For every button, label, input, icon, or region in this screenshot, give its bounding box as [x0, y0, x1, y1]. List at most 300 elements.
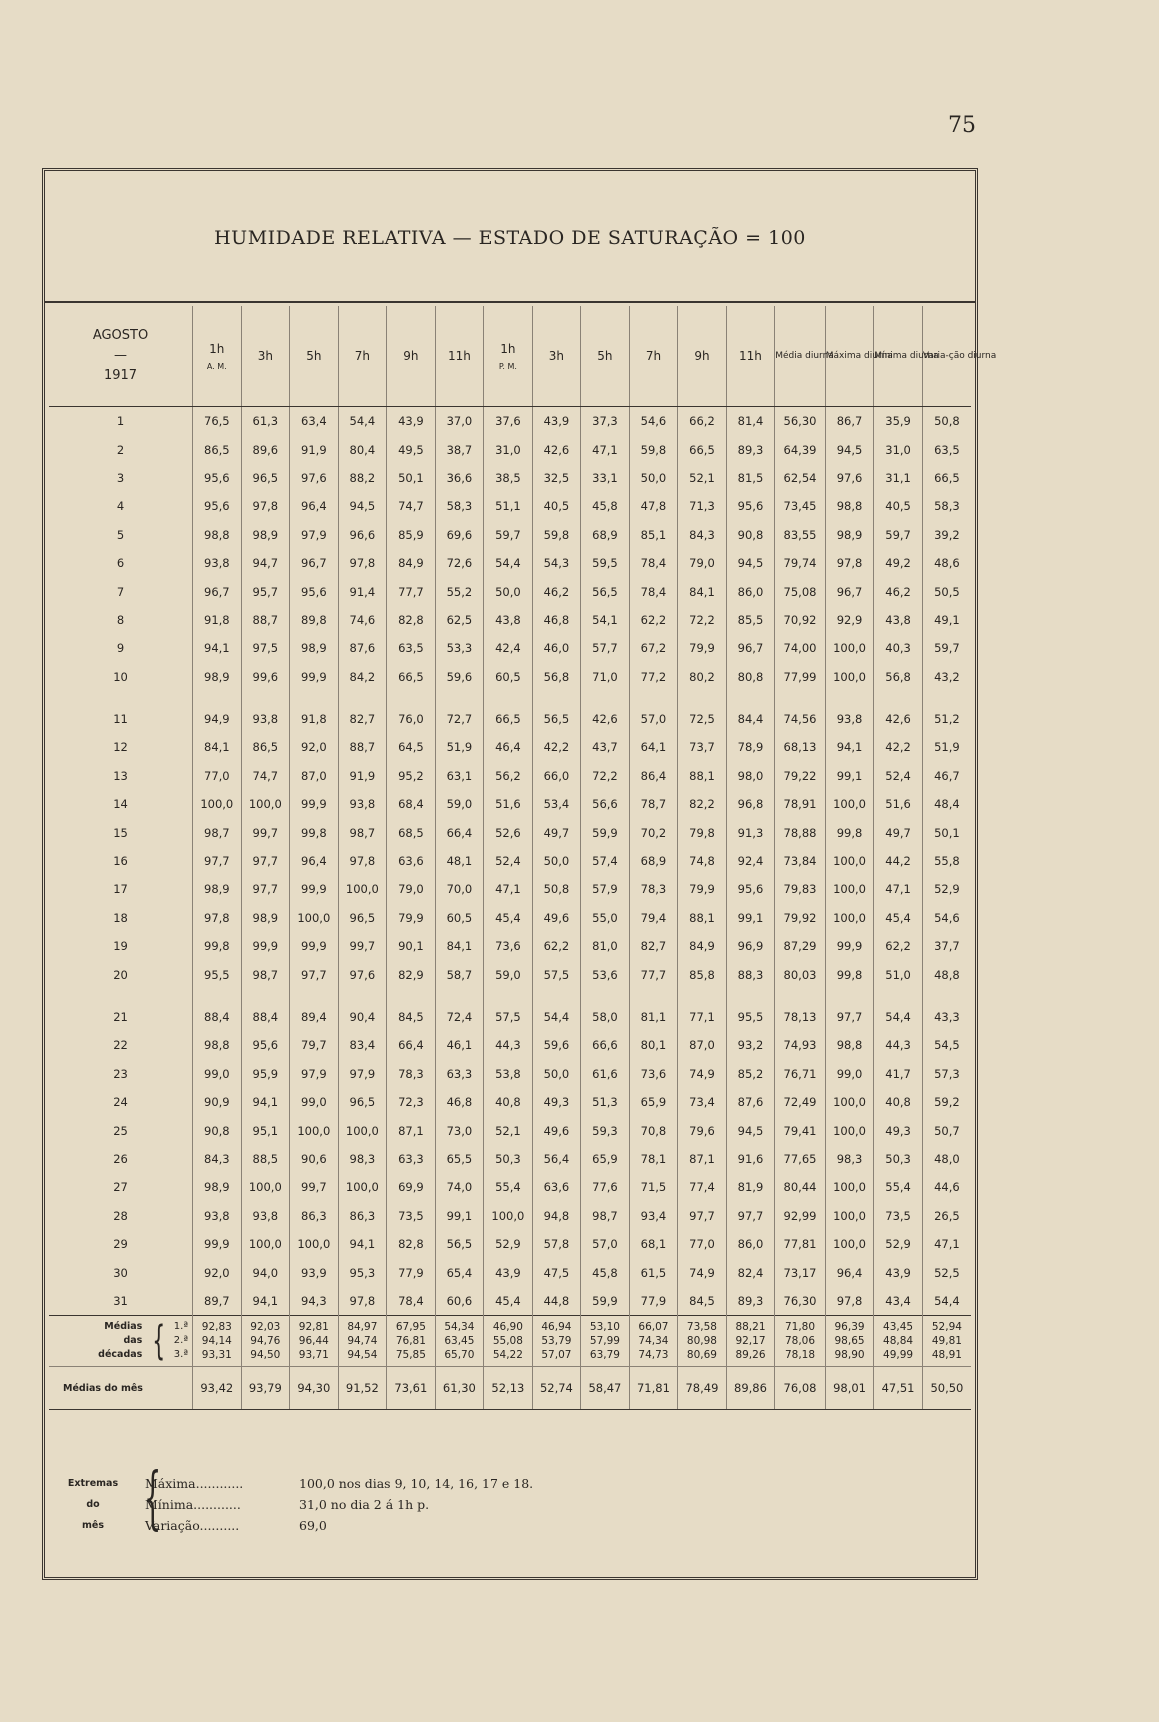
value-cell: 100,0 [241, 1173, 290, 1201]
value-cell: 71,0 [581, 663, 630, 691]
value-cell: 99,9 [290, 932, 339, 960]
value-cell: 54,4 [922, 1287, 971, 1316]
value-cell: 97,7 [241, 847, 290, 875]
value-cell: 97,6 [338, 960, 387, 988]
value-cell: 96,4 [825, 1258, 874, 1286]
value-cell: 26,5 [922, 1202, 971, 1230]
extremes-label-line: Extremas [67, 1478, 119, 1489]
decade-value: 93,31 [201, 1349, 232, 1362]
decade-values-cell [726, 1316, 775, 1367]
value-cell: 72,4 [435, 1003, 484, 1031]
hour-header: 7h [629, 306, 678, 407]
value-cell: 84,3 [678, 521, 727, 549]
value-cell: 99,8 [193, 932, 242, 960]
value-cell: 45,4 [484, 1287, 533, 1316]
value-cell: 43,4 [874, 1287, 923, 1316]
value-cell: 50,0 [532, 847, 581, 875]
day-cell: 23 [113, 1066, 128, 1081]
value-cell: 88,4 [241, 1003, 290, 1031]
decade-value: 96,39 [834, 1321, 865, 1334]
decade-values-cell [387, 1316, 436, 1367]
value-cell: 35,9 [874, 407, 923, 436]
value-cell: 62,2 [629, 606, 678, 634]
value-cell: 96,7 [726, 634, 775, 662]
value-cell: 56,2 [484, 762, 533, 790]
value-cell: 52,6 [484, 818, 533, 846]
value-cell: 100,0 [338, 875, 387, 903]
value-cell: 61,3 [241, 407, 290, 436]
decade-brace: { [152, 1318, 166, 1365]
value-cell: 78,13 [775, 1003, 826, 1031]
value-cell: 80,4 [338, 435, 387, 463]
value-cell: 56,5 [435, 1230, 484, 1258]
value-cell: 57,7 [581, 634, 630, 662]
decade-label-cell [49, 1316, 193, 1367]
value-cell: 98,0 [726, 762, 775, 790]
value-cell: 84,5 [387, 1003, 436, 1031]
decade-value: 66,07 [638, 1321, 669, 1334]
value-cell: 87,1 [678, 1145, 727, 1173]
table-row [49, 407, 971, 436]
value-cell: 94,1 [193, 634, 242, 662]
value-cell: 78,91 [775, 790, 826, 818]
value-cell: 51,0 [874, 960, 923, 988]
value-cell: 89,7 [193, 1287, 242, 1316]
value-cell: 66,5 [922, 464, 971, 492]
value-cell: 71,5 [629, 1173, 678, 1201]
value-cell: 47,1 [874, 875, 923, 903]
value-cell: 59,5 [581, 549, 630, 577]
decade-value: 71,80 [784, 1321, 816, 1334]
decade-values-cell [922, 1316, 971, 1367]
value-cell: 50,8 [922, 407, 971, 436]
value-cell: 93,4 [629, 1202, 678, 1230]
value-cell: 81,4 [726, 407, 775, 436]
value-cell: 89,4 [290, 1003, 339, 1031]
table-row [49, 1258, 971, 1286]
value-cell: 74,9 [678, 1060, 727, 1088]
value-cell: 98,7 [193, 818, 242, 846]
decade-value: 48,84 [883, 1335, 914, 1348]
value-cell: 98,9 [193, 663, 242, 691]
hour-header: 5h [290, 306, 339, 407]
value-cell: 85,1 [629, 521, 678, 549]
header-row [49, 306, 971, 407]
value-cell: 97,7 [726, 1202, 775, 1230]
value-cell: 54,1 [581, 606, 630, 634]
value-cell: 73,0 [435, 1116, 484, 1144]
decade-values-cell [290, 1316, 339, 1367]
value-cell: 46,7 [922, 762, 971, 790]
value-cell: 53,4 [532, 790, 581, 818]
value-cell: 59,7 [874, 521, 923, 549]
value-cell: 42,6 [532, 435, 581, 463]
table-frame [42, 168, 997, 1580]
extreme-row [145, 1494, 533, 1515]
value-cell: 84,2 [338, 663, 387, 691]
decade-value: 93,71 [298, 1349, 329, 1362]
value-cell: 62,54 [775, 464, 826, 492]
value-cell: 95,5 [193, 960, 242, 988]
value-cell: 70,0 [435, 875, 484, 903]
value-cell: 66,5 [678, 435, 727, 463]
value-cell: 61,5 [629, 1258, 678, 1286]
value-cell: 46,4 [484, 733, 533, 761]
decade-number: 1.ª [173, 1321, 189, 1333]
value-cell: 65,5 [435, 1145, 484, 1173]
value-cell: 49,6 [532, 904, 581, 932]
value-cell: 82,4 [726, 1258, 775, 1286]
value-cell: 100,0 [825, 663, 874, 691]
value-cell: 63,6 [532, 1173, 581, 1201]
value-cell: 84,1 [435, 932, 484, 960]
month-mean-cell: 94,30 [290, 1367, 339, 1410]
month-mean-cell: 89,86 [726, 1367, 775, 1410]
value-cell: 77,65 [775, 1145, 826, 1173]
value-cell: 59,9 [581, 1287, 630, 1316]
value-cell: 91,6 [726, 1145, 775, 1173]
decade-value: 57,07 [541, 1349, 572, 1362]
value-cell: 43,7 [581, 733, 630, 761]
value-cell: 54,4 [484, 549, 533, 577]
month-header [49, 306, 193, 407]
value-cell: 38,5 [484, 464, 533, 492]
value-cell: 93,8 [241, 1202, 290, 1230]
value-cell: 96,5 [241, 464, 290, 492]
value-cell: 42,2 [874, 733, 923, 761]
day-cell: 2 [116, 442, 125, 457]
value-cell: 47,8 [629, 492, 678, 520]
value-cell: 42,2 [532, 733, 581, 761]
value-cell: 59,7 [922, 634, 971, 662]
value-cell: 100,0 [825, 1116, 874, 1144]
day-cell: 29 [113, 1237, 128, 1252]
value-cell: 76,0 [387, 705, 436, 733]
decade-number: 3.ª [173, 1349, 189, 1361]
value-cell: 59,9 [581, 818, 630, 846]
value-cell: 84,9 [678, 932, 727, 960]
value-cell: 92,99 [775, 1202, 826, 1230]
extremes-brace: { [143, 1459, 162, 1538]
value-cell: 77,99 [775, 663, 826, 691]
value-cell: 91,8 [193, 606, 242, 634]
value-cell: 79,0 [678, 549, 727, 577]
value-cell: 42,6 [581, 705, 630, 733]
table-row [49, 1031, 971, 1059]
decade-values-cell [338, 1316, 387, 1367]
day-cell: 15 [113, 825, 128, 840]
table-row [49, 634, 971, 662]
decade-value: 63,45 [444, 1335, 475, 1348]
decade-values-cell [678, 1316, 727, 1367]
value-cell: 90,1 [387, 932, 436, 960]
value-cell: 74,56 [775, 705, 826, 733]
hour-header: 5h [581, 306, 630, 407]
month-mean-cell: 52,74 [532, 1367, 581, 1410]
extremes-label-line: mês [82, 1520, 104, 1531]
value-cell: 50,3 [874, 1145, 923, 1173]
table-title: HUMIDADE RELATIVA — ESTADO DE SATURAÇÃO = 100 [214, 227, 806, 249]
value-cell: 53,8 [484, 1060, 533, 1088]
extreme-row [145, 1473, 533, 1494]
value-cell: 44,3 [484, 1031, 533, 1059]
value-cell: 80,1 [629, 1031, 678, 1059]
value-cell: 51,6 [874, 790, 923, 818]
hour-header: 11h [435, 306, 484, 407]
value-cell: 96,8 [726, 790, 775, 818]
value-cell: 88,3 [726, 960, 775, 988]
day-cell: 8 [116, 612, 125, 627]
value-cell: 86,3 [338, 1202, 387, 1230]
value-cell: 100,0 [241, 1230, 290, 1258]
value-cell: 85,9 [387, 521, 436, 549]
value-cell: 100,0 [825, 904, 874, 932]
value-cell: 79,8 [678, 818, 727, 846]
value-cell: 100,0 [825, 875, 874, 903]
month-means-label: Médias do mês [49, 1367, 193, 1410]
value-cell: 97,7 [193, 847, 242, 875]
value-cell: 85,2 [726, 1060, 775, 1088]
decade-value: 78,18 [784, 1349, 816, 1362]
value-cell: 57,0 [629, 705, 678, 733]
value-cell: 57,4 [581, 847, 630, 875]
value-cell: 61,6 [581, 1060, 630, 1088]
value-cell: 81,1 [629, 1003, 678, 1031]
value-cell: 82,7 [629, 932, 678, 960]
value-cell: 66,4 [435, 818, 484, 846]
value-cell: 94,7 [241, 549, 290, 577]
value-cell: 97,9 [290, 521, 339, 549]
decade-value: 53,79 [541, 1335, 572, 1348]
value-cell: 100,0 [290, 904, 339, 932]
value-cell: 44,3 [874, 1031, 923, 1059]
value-cell: 43,3 [922, 1003, 971, 1031]
value-cell: 73,5 [874, 1202, 923, 1230]
month-mean-cell: 71,81 [629, 1367, 678, 1410]
value-cell: 55,4 [874, 1173, 923, 1201]
value-cell: 44,6 [922, 1173, 971, 1201]
value-cell: 77,9 [387, 1258, 436, 1286]
value-cell: 32,5 [532, 464, 581, 492]
value-cell: 95,6 [726, 875, 775, 903]
table-row [49, 1287, 971, 1316]
value-cell: 84,1 [193, 733, 242, 761]
value-cell: 98,3 [338, 1145, 387, 1173]
value-cell: 47,5 [532, 1258, 581, 1286]
value-cell: 99,0 [290, 1088, 339, 1116]
day-cell: 4 [116, 499, 125, 514]
value-cell: 100,0 [825, 1173, 874, 1201]
value-cell: 79,7 [290, 1031, 339, 1059]
table-row [49, 1088, 971, 1116]
value-cell: 98,9 [193, 1173, 242, 1201]
value-cell: 52,9 [484, 1230, 533, 1258]
value-cell: 59,8 [532, 521, 581, 549]
value-cell: 68,9 [629, 847, 678, 875]
value-cell: 40,5 [874, 492, 923, 520]
value-cell: 54,5 [922, 1031, 971, 1059]
value-cell: 87,0 [678, 1031, 727, 1059]
value-cell: 59,7 [484, 521, 533, 549]
value-cell: 56,8 [532, 663, 581, 691]
table-row [49, 733, 971, 761]
value-cell: 87,1 [387, 1116, 436, 1144]
hour-header: 3h [532, 306, 581, 407]
value-cell: 91,9 [338, 762, 387, 790]
value-cell: 80,8 [726, 663, 775, 691]
decade-value: 94,50 [250, 1349, 281, 1362]
decade-value: 73,58 [686, 1321, 717, 1334]
value-cell: 86,7 [825, 407, 874, 436]
decade-value: 54,22 [492, 1349, 523, 1362]
day-cell: 20 [113, 967, 128, 982]
value-cell: 51,1 [484, 492, 533, 520]
value-cell: 59,8 [629, 435, 678, 463]
value-cell: 57,0 [581, 1230, 630, 1258]
value-cell: 82,9 [387, 960, 436, 988]
value-cell: 76,5 [193, 407, 242, 436]
value-cell: 47,1 [581, 435, 630, 463]
value-cell: 66,5 [387, 663, 436, 691]
value-cell: 97,6 [825, 464, 874, 492]
value-cell: 65,4 [435, 1258, 484, 1286]
table-row [49, 762, 971, 790]
value-cell: 100,0 [338, 1116, 387, 1144]
extreme-key: Máxima............ [145, 1476, 244, 1491]
value-cell: 100,0 [825, 1230, 874, 1258]
month-mean-cell: 93,79 [241, 1367, 290, 1410]
value-cell: 54,4 [532, 1003, 581, 1031]
value-cell: 43,9 [387, 407, 436, 436]
value-cell: 47,1 [484, 875, 533, 903]
value-cell: 79,83 [775, 875, 826, 903]
value-cell: 55,8 [922, 847, 971, 875]
value-cell: 82,8 [387, 1230, 436, 1258]
decade-value: 46,94 [541, 1321, 572, 1334]
decade-value: 80,98 [686, 1335, 717, 1348]
value-cell: 77,81 [775, 1230, 826, 1258]
value-cell: 97,8 [825, 1287, 874, 1316]
day-cell: 21 [113, 1010, 128, 1024]
extreme-value: 31,0 no dia 2 á 1h p. [299, 1497, 430, 1512]
decade-value: 92,03 [250, 1321, 281, 1334]
value-cell: 52,1 [678, 464, 727, 492]
decade-row [49, 1316, 971, 1367]
value-cell: 94,1 [825, 733, 874, 761]
month-mean-cell: 47,51 [874, 1367, 923, 1410]
value-cell: 84,9 [387, 549, 436, 577]
value-cell: 76,30 [775, 1287, 826, 1316]
value-cell: 31,0 [484, 435, 533, 463]
value-cell: 99,9 [290, 790, 339, 818]
value-cell: 74,00 [775, 634, 826, 662]
decade-label-line: Médias [104, 1321, 143, 1333]
value-cell: 72,2 [581, 762, 630, 790]
table-row [49, 705, 971, 733]
value-cell: 52,9 [922, 875, 971, 903]
month-mean-cell: 91,52 [338, 1367, 387, 1410]
value-cell: 78,4 [387, 1287, 436, 1316]
value-cell: 97,8 [825, 549, 874, 577]
value-cell: 73,7 [678, 733, 727, 761]
value-cell: 88,5 [241, 1145, 290, 1173]
value-cell: 96,7 [825, 577, 874, 605]
value-cell: 98,8 [825, 1031, 874, 1059]
value-cell: 99,9 [193, 1230, 242, 1258]
table-row [49, 1145, 971, 1173]
value-cell: 100,0 [193, 790, 242, 818]
value-cell: 91,3 [726, 818, 775, 846]
value-cell: 82,2 [678, 790, 727, 818]
value-cell: 98,9 [241, 904, 290, 932]
value-cell: 49,6 [532, 1116, 581, 1144]
value-cell: 64,5 [387, 733, 436, 761]
value-cell: 95,6 [726, 492, 775, 520]
value-cell: 57,5 [532, 960, 581, 988]
value-cell: 63,3 [435, 1060, 484, 1088]
value-cell: 97,5 [241, 634, 290, 662]
value-cell: 97,9 [290, 1060, 339, 1088]
value-cell: 98,3 [825, 1145, 874, 1173]
value-cell: 60,5 [435, 904, 484, 932]
table-row [49, 818, 971, 846]
value-cell: 64,1 [629, 733, 678, 761]
value-cell: 58,7 [435, 960, 484, 988]
value-cell: 73,84 [775, 847, 826, 875]
value-cell: 88,4 [193, 1003, 242, 1031]
value-cell: 98,8 [193, 1031, 242, 1059]
value-cell: 93,8 [338, 790, 387, 818]
value-cell: 99,9 [290, 875, 339, 903]
value-cell: 97,7 [825, 1003, 874, 1031]
value-cell: 79,0 [387, 875, 436, 903]
value-cell: 96,4 [290, 847, 339, 875]
value-cell: 52,4 [874, 762, 923, 790]
decade-values-cell [629, 1316, 678, 1367]
value-cell: 99,8 [290, 818, 339, 846]
decade-number: 2.ª [173, 1335, 189, 1347]
value-cell: 69,6 [435, 521, 484, 549]
day-cell: 31 [113, 1293, 128, 1308]
value-cell: 68,9 [581, 521, 630, 549]
value-cell: 54,6 [629, 407, 678, 436]
value-cell: 99,9 [241, 932, 290, 960]
value-cell: 97,8 [338, 847, 387, 875]
value-cell: 89,3 [726, 1287, 775, 1316]
maxima-diurna-header: Máxima diurna [825, 306, 874, 407]
value-cell: 49,5 [387, 435, 436, 463]
value-cell: 59,2 [922, 1088, 971, 1116]
value-cell: 67,2 [629, 634, 678, 662]
value-cell: 100,0 [825, 790, 874, 818]
value-cell: 80,44 [775, 1173, 826, 1201]
day-cell: 24 [113, 1095, 128, 1110]
value-cell: 48,4 [922, 790, 971, 818]
decade-value: 92,81 [298, 1321, 329, 1334]
day-cell: 12 [113, 740, 128, 755]
variacao-diurna-header: Varia-ção diurna [922, 306, 971, 407]
value-cell: 58,3 [435, 492, 484, 520]
value-cell: 85,5 [726, 606, 775, 634]
value-cell: 90,4 [338, 1003, 387, 1031]
value-cell: 80,03 [775, 960, 826, 988]
value-cell: 78,3 [629, 875, 678, 903]
value-cell: 88,7 [241, 606, 290, 634]
month-mean-cell: 73,61 [387, 1367, 436, 1410]
value-cell: 72,2 [678, 606, 727, 634]
value-cell: 43,9 [484, 1258, 533, 1286]
value-cell: 99,6 [241, 663, 290, 691]
